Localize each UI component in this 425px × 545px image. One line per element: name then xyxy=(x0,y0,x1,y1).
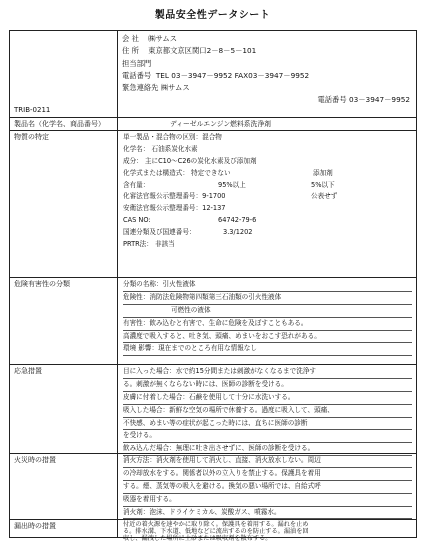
first-aid-line: を受ける。 xyxy=(123,430,412,443)
fire-line: する。煙、蒸気等の吸入を避ける。換気の悪い場所では、自給式呼 xyxy=(123,481,412,494)
hazard-section xyxy=(10,277,416,365)
cas-number: 64742-79-6 xyxy=(218,216,257,225)
hazard-line: 可燃性の液体 xyxy=(123,305,412,318)
first-aid-line: 不快感、めまい等の症状が起こった時には、直ちに医師の診断 xyxy=(123,418,412,431)
emergency-company: ㈱サムス xyxy=(160,83,190,92)
first-aid-line: 皮膚に付着した場合：石鹸を使用して十分に水洗いする。 xyxy=(123,392,412,405)
hazard-line: 分類の名称：引火性液体 xyxy=(123,279,412,292)
phone-value: TEL 03－3947－9952 FAX03－3947－9952 xyxy=(155,71,310,80)
substance-line: CAS NO: 64742-79-6 xyxy=(123,215,412,227)
hazard-line: 高濃度で吸入すると、吐き気、頭痛、めまいをおこす恐れがある。 xyxy=(123,331,412,344)
leak-line: 付近の着火源を速やかに取り除く。保護具を着用する。漏れを止め xyxy=(123,521,309,528)
substance-line: 国連分類及び国連番号： 3.3/1202 xyxy=(123,227,412,239)
substance-line: 単一製品・混合物の区別：混合物 xyxy=(123,133,222,141)
emergency-phone: 電話番号 03－3947－9952 xyxy=(317,95,410,104)
document-code: TRIB-0211 xyxy=(14,106,51,114)
un-number: 3.3/1202 xyxy=(223,228,253,237)
fire-line: の冷却放水をする。関係者以外の立入りを禁止する。保護具を着用 xyxy=(123,468,412,481)
product-label: 製品名（化学名、商品番号） xyxy=(14,120,105,128)
hazard-line: 危険性：消防法危険物第四類第三石油類の引火性液体 xyxy=(123,292,412,305)
dept-label: 担当部門 xyxy=(122,59,152,68)
substance-label: 物質の特定 xyxy=(14,133,49,141)
substance-line: 化審法官報公示整理番号：9-1700 公表せず xyxy=(123,191,412,203)
emergency-line: 緊急連絡先 ㈱サムス xyxy=(122,83,190,92)
content-main: 95%以上 xyxy=(218,180,246,189)
substance-line: 化学式または構造式： 特定できない 添加剤 xyxy=(123,168,412,180)
first-aid-line: る。刺激が無くならない時には、医師の診断を受ける。 xyxy=(123,379,412,392)
leak-section xyxy=(10,519,416,542)
first-aid-line: 吸入した場合：新鮮な空気の場所で休養する。過度に吸入して、頭痛、 xyxy=(123,405,412,418)
sds-sheet xyxy=(9,30,417,542)
leak-line: る。排水溝、下水道、低地などに流出するのを防止する。漏油を回 xyxy=(123,528,309,535)
first-aid-section xyxy=(10,364,416,454)
first-aid-label: 応急措置 xyxy=(14,367,42,375)
substance-line: 含有量： 95%以上 5%以下 xyxy=(123,180,412,192)
substance-section xyxy=(10,130,416,278)
content-additive: 5%以下 xyxy=(311,180,335,189)
fire-line: 吸器を着用する。 xyxy=(123,494,412,507)
hazard-line: 環境 影響：現在までのところ有用な情報なし xyxy=(123,343,412,356)
substance-line: 安衛法官報公示整理番号：12-137 xyxy=(123,204,226,213)
fire-line: 消火方法：消火剤を使用して消火し、直接、消火放水しない。周辺 xyxy=(123,455,412,468)
company-line: 会 社 ㈱サムス xyxy=(122,34,178,43)
product-value: ディーゼルエンジン燃料系洗浄剤 xyxy=(170,120,271,128)
header-section xyxy=(10,31,416,118)
leak-line: 収し、漏洩した場所に土砂または吸収剤を散布する。 xyxy=(123,535,272,542)
additive-label: 添加剤 xyxy=(313,168,333,177)
first-aid-line: 飲み込んだ場合：無理に吐き出させずに、医師の診断を受ける。 xyxy=(123,443,412,456)
hazard-label: 危険有害性の分類 xyxy=(14,280,70,288)
address-value: 東京都文京区関口2－8－5－101 xyxy=(148,46,257,55)
fire-label: 火災時の措置 xyxy=(14,456,56,464)
substance-line: 成分： 主にC10～C26の炭化水素及び添加剤 xyxy=(123,156,257,165)
phone-line: 電話番号 TEL 03－3947－9952 FAX03－3947－9952 xyxy=(122,71,310,80)
address-line: 住 所 東京都文京区関口2－8－5－101 xyxy=(122,46,257,55)
hazard-line: 有害性：飲み込むと有害で、生命に危険を及ぼすこともある。 xyxy=(123,318,412,331)
product-row xyxy=(10,117,416,131)
column-divider xyxy=(117,31,118,537)
publicity-note: 公表せず xyxy=(311,192,338,201)
substance-line: 化学名： 石油系炭化水素 xyxy=(123,144,198,153)
company-name: ㈱サムス xyxy=(148,34,178,43)
leak-label: 漏出時の措置 xyxy=(14,522,56,530)
first-aid-line: 目に入った場合：水で約15分間または刺激がなくなるまで洗浄す xyxy=(123,366,412,379)
fire-line: 消火剤：泡沫、ドライケミカル、炭酸ガス、噴霧水。 xyxy=(123,507,412,520)
substance-line: PRTR法： 非該当 xyxy=(123,240,175,249)
document-title: 製品安全性データシート xyxy=(154,10,271,21)
fire-section xyxy=(10,453,416,520)
